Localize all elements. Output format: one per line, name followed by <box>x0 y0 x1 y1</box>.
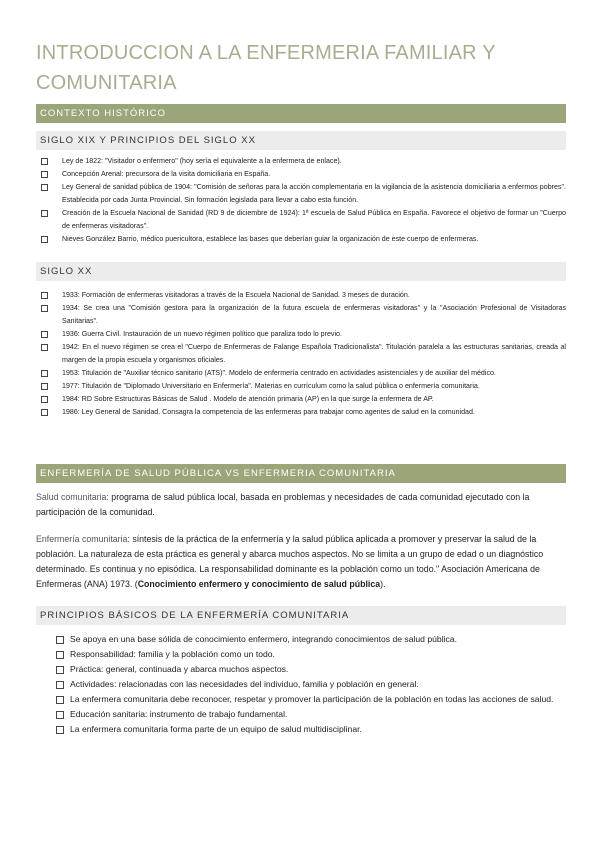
checkbox-bullet-icon <box>41 236 48 243</box>
list-item: 1984: RD Sobre Estructuras Básicas de Salud . Modelo de atención primaria (AP) en la que surge la enfermera de AP. <box>36 393 566 406</box>
list-item: Concepción Arenal: precursora de la visita domiciliaria en España. <box>36 168 566 181</box>
list-item: Responsabilidad: familia y la población como un todo. <box>36 647 566 662</box>
checkbox-bullet-icon <box>41 184 48 191</box>
list-principios <box>36 632 566 737</box>
checkbox-bullet-icon <box>56 651 64 659</box>
list-item: Ley de 1822: "Visitador o enfermero" (hoy sería el equivalente a la enfermera de enlace). <box>36 155 566 168</box>
list-item: La enfermera comunitaria debe reconocer, respetar y promover la participación de la población en todas las acciones de salud. <box>36 692 566 707</box>
checkbox-bullet-icon <box>41 331 48 338</box>
checkbox-bullet-icon <box>56 696 64 704</box>
checkbox-bullet-icon <box>56 711 64 719</box>
checkbox-bullet-icon <box>56 681 64 689</box>
checkbox-bullet-icon <box>56 726 64 734</box>
checkbox-bullet-icon <box>41 344 48 351</box>
checkbox-bullet-icon <box>41 210 48 217</box>
checkbox-bullet-icon <box>56 636 64 644</box>
paragraph-salud-comunitaria: Salud comunitaria: programa de salud pública local, basada en problemas y necesidades de cada comunidad ejecutado con la participación de la comunidad. <box>36 492 530 517</box>
subsection-heading-siglo-xx: SIGLO XX <box>36 262 566 281</box>
list-item: Práctica: general, continuada y abarca muchos aspectos. <box>36 662 566 677</box>
paragraph-enfermeria-comunitaria: Enfermería comunitaria: síntesis de la práctica de la enfermería y la salud pública aplicada a promover y preservar la salud de la población. La naturaleza de esta práctica es general y abarca muchos aspectos. No se limita a un grupo de edad o un diagnóstico determinado. Es continua y no episódica. La responsabilidad dominante es la población como un todo." Asociación Americana de Enfermeras (ANA) 1973. (Conocimiento enfermero y conocimiento de salud pública). <box>36 534 544 589</box>
term-label: Salud comunitaria: <box>36 492 109 502</box>
section-heading-principios: PRINCIPIOS BÁSICOS DE LA ENFERMERÍA COMUNITARIA <box>36 606 566 625</box>
list-item: 1986: Ley General de Sanidad. Consagra la competencia de las enfermeras para trabajar como agentes de salud en la comunidad. <box>36 406 566 419</box>
term-label: Enfermería comunitaria <box>36 534 128 544</box>
list-item: Creación de la Escuela Nacional de Sanidad (RD 9 de diciembre de 1924): 1ª escuela de Salud Pública en España. Favorece el objetivo de formar un "Cuerpo de enfermeras visitadoras". <box>36 207 566 233</box>
section-heading-salud-publica: ENFERMERÍA DE SALUD PÚBLICA VS ENFERMERIA COMUNITARIA <box>36 464 566 483</box>
list-item: 1953: Titulación de "Auxiliar técnico sanitario (ATS)". Modelo de enfermería centrado en actividades asistenciales y de auxiliar del médico. <box>36 367 566 380</box>
checkbox-bullet-icon <box>41 396 48 403</box>
list-item: Educación sanitaria: instrumento de trabajo fundamental. <box>36 707 566 722</box>
checkbox-bullet-icon <box>41 171 48 178</box>
checkbox-bullet-icon <box>41 383 48 390</box>
checkbox-bullet-icon <box>41 370 48 377</box>
list-item: 1977: Titulación de "Diplomado Universitario en Enfermería". Materias en currículum como la salud pública o enfermería comunitaria. <box>36 380 566 393</box>
list-item: 1942: En el nuevo régimen se crea el "Cuerpo de Enfermeras de Falange Española Tradicionalista". Titulación paralela a las estructuras sanitarias, creada al margen de la propia escuela y organismos oficiales. <box>36 341 566 367</box>
checkbox-bullet-icon <box>41 292 48 299</box>
section-heading-contexto: CONTEXTO HISTÓRICO <box>36 104 566 123</box>
checkbox-bullet-icon <box>41 305 48 312</box>
list-siglo-xix <box>36 155 566 246</box>
list-item: 1936: Guerra Civil. Instauración de un nuevo régimen político que paraliza todo lo previo. <box>36 328 566 341</box>
list-item: Nieves González Barrio, médico puericultora, establece las bases que deberían guiar la organización de este cuerpo de enfermeras. <box>36 233 566 246</box>
list-siglo-xx <box>36 289 566 419</box>
subsection-heading-siglo-xix: SIGLO XIX Y PRINCIPIOS DEL SIGLO XX <box>36 131 566 150</box>
checkbox-bullet-icon <box>41 409 48 416</box>
list-item: Se apoya en una base sólida de conocimiento enfermero, integrando conocimientos de salud pública. <box>36 632 566 647</box>
list-item: Ley General de sanidad pública de 1904: "Comisión de señoras para la acción complementaria en la vigilancia de la asistencia domiciliaria a enfermos pobres". Establecida por cada Junta Provincial. Sin formación legislada para llevar a cabo esta función. <box>36 181 566 207</box>
list-item: Actividades: relacionadas con las necesidades del individuo, familia y población en general. <box>36 677 566 692</box>
list-item: La enfermera comunitaria forma parte de un equipo de salud multidisciplinar. <box>36 722 566 737</box>
checkbox-bullet-icon <box>41 158 48 165</box>
list-item: 1933: Formación de enfermeras visitadoras a través de la Escuela Nacional de Sanidad. 3 meses de duración. <box>36 289 566 302</box>
list-item: 1934: Se crea una "Comisión gestora para la organización de la futura escuela de enfermeras visitadoras" y la "Asociación Profesional de Visitadoras Sanitarias". <box>36 302 566 328</box>
checkbox-bullet-icon <box>56 666 64 674</box>
page-title: INTRODUCCION A LA ENFERMERIA FAMILIAR Y COMUNITARIA <box>36 42 496 94</box>
